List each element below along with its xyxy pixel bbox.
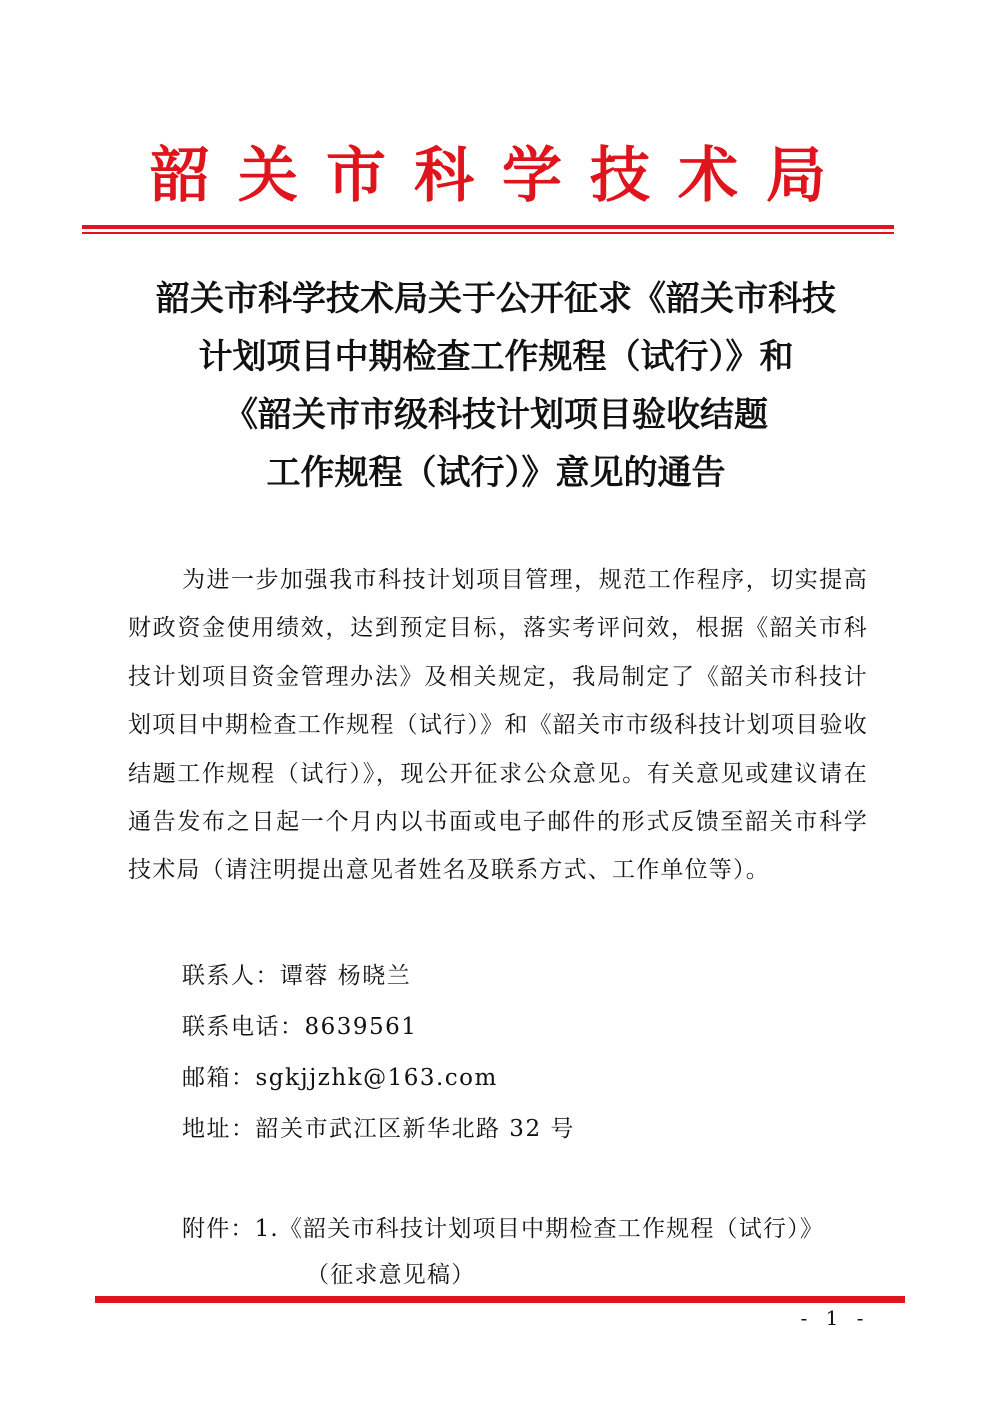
letterhead-red-rule — [82, 225, 894, 237]
footer-red-rule — [95, 1296, 905, 1303]
page-number: - 1 - — [800, 1306, 870, 1330]
contact-email: 邮箱：sgkjjzhk@163.com — [182, 1065, 498, 1091]
document-title-line: 工作规程（试行）》意见的通告 — [266, 453, 726, 493]
letterhead-org-name: 韶关市科学技术局 — [150, 141, 854, 211]
body-paragraph: 为进一步加强我市科技计划项目管理，规范工作程序，切实提高财政资金使用绩效，达到预定目标，落实考评问效，根据《韶关市科技计划项目资金管理办法》及相关规定，我局制定了《韶关市科技计划项目中期检查工作规程（试行）》和《韶关市市级科技计划项目验收结题工作规程（试行）》，现公开征求公众意见。有关意见或建议请在通告发布之日起一个月内以书面或电子邮件的形式反馈至韶关市科学技术局（请注明提出意见者姓名及联系方式、工作单位等）。 — [128, 567, 868, 884]
attachment-list — [182, 1206, 882, 1298]
attachment-item-note: （征求意见稿） — [306, 1262, 476, 1288]
document-title-line: 计划项目中期检查工作规程（试行）》和 — [198, 337, 794, 377]
document-title — [96, 270, 896, 502]
attachment-item: 附件：1.《韶关市科技计划项目中期检查工作规程（试行）》 — [182, 1216, 825, 1242]
letterhead-rule-thin — [82, 232, 894, 234]
document-title-line: 韶关市科学技术局关于公开征求《韶关市科技 — [156, 279, 836, 319]
contact-address: 地址：韶关市武江区新华北路 32 号 — [182, 1116, 575, 1142]
contact-phone: 联系电话：8639561 — [182, 1014, 418, 1040]
letterhead-rule-thick — [82, 225, 894, 229]
document-title-line: 《韶关市市级科技计划项目验收结题 — [224, 395, 768, 435]
contact-person: 联系人：谭蓉 杨晓兰 — [182, 963, 412, 989]
